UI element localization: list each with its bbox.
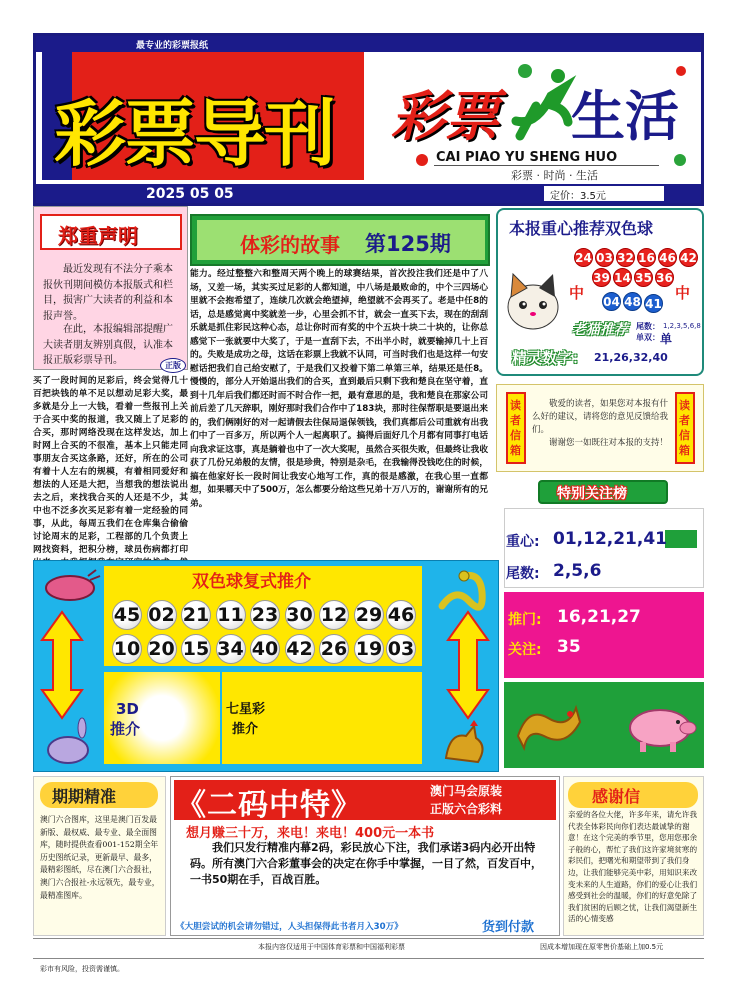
tail-value: 1,2,3,5,6,8 [663,322,701,330]
reader-right-label: 读者信箱 [679,399,690,457]
date: 2025 05 05 [146,186,234,202]
up-down-arrow-left [40,610,84,720]
green-dot-1 [518,64,532,78]
title-text: 彩票导刊 [54,92,335,176]
red-ball: 39 [592,268,611,287]
rooster-icon [436,718,490,768]
brand-part1: 彩票 [391,85,499,148]
ssq-red-ball: 21 [181,600,211,630]
slogan: 最专业的彩票报纸 [136,41,209,51]
story-title: 体彩的故事 [240,233,340,257]
notice-paragraph1: 最近发现有不法分子乘本报伙刊期间模仿本报版式和栏目，损害广大读者的利益和本报声誉。 [43,264,173,322]
brand-rule [434,165,659,166]
red-ball: 35 [634,268,653,287]
story-issue: 第125期 [365,232,451,256]
story-body-right: 能力。经过整整六和整周天两个晚上的球赛结果，首次投注我们还是中了八场，又差一场，其实买过足彩的人都知道，中八场是最败命的，中个三四场心里就不会抱希望了，连续几次就会绝望掉，绝望就不会再买了。老是中任8的话，总是感觉离中奖就差一步，心里会抓不甘，就会一直买下去，现在的刮刮乐就是抓住彩民这种心态，总让你时而有奖的中个五块十块二十块的，让你总感觉下一张就要中大奖了，于是一直刮下去，不出半小时，就要输掉几十上百的。失败是成功之母，这话在彩票上我就不认同，可当时我们也是这样一句安慰话把我们自己给安慰了，于是我们又投着下第二单第三单，结果还是任8。慢慢的，部分人开始退出我们的合买，直到最后只剩下我和楚良在坚守着，直到十几年后我们都还时而不时合作一把，最有意思的是，我和楚良在那家公司前后差了几天辞职，刚好那时我们合作中了183块，那时往保帮职是要退出来的，我们俩刚好的对一起请假去往保局退保领钱，我们真都后公司重就有出我们中了一百多万，所以两个人一起离职了。搞得后面好几个月都有同事打电话向我求证这事，真是躺着也中了一次大奖呢，虽然合买很失败，但最终让我收获了几份兄弟般的友情，很是珍贵，特别是杂毛，在我输得没钱吃住的时候，搞在他家好长一段时间让我安心地写工作，真的很是感激，在我心里一直都想，如果哪天中了500万，怎么都要分给这些兄弟十万八万的，谢谢所有的兄弟。 [190,269,488,509]
ssq-red-ball: 45 [112,600,142,630]
special-title: 特别关注榜 [557,486,627,502]
red-ball: 14 [613,268,632,287]
special-row3-value: 16,21,27 [557,607,641,627]
threeD-label-a: 3D [116,700,139,718]
zhong-left: 中 [569,284,585,302]
rabbit-icon [42,718,98,768]
red-ball: 46 [658,248,677,267]
ssq-blue-ball: 46 [386,600,416,630]
elf-label: 精灵数字： [512,349,588,367]
red-ball: 36 [655,268,674,287]
footer-text2: 因成本增加现在原零售价基础上加0.5元 [540,943,664,951]
qlc-label-a: 七星彩 [226,702,266,717]
ssq-red-ball: 10 [112,634,142,664]
special-row1-value: 01,12,21,41 [553,529,668,549]
tail-label: 尾数： [636,322,660,331]
cat-icon [503,262,563,332]
ssq-red-ball: 11 [216,600,246,630]
special-row1-label: 重心: [506,534,540,550]
reader-line1: 敬爱的读者，如果您对本报有什么好的建议，请将您的意见反馈给我们。 [532,399,669,435]
special-row2-label: 尾数: [506,566,540,582]
footer-text1: 本报内容仅适用于中国体育彩票和中国福利彩票 [258,943,405,951]
dragon-icon [510,696,584,758]
ssq-red-ball: 23 [250,600,280,630]
red-ball: 03 [595,248,614,267]
single-label: 单双： [636,333,660,342]
reader-line2: 谢谢您一如既往对本报的支持！ [549,438,669,448]
notice-title: 郑重声明 [58,224,138,248]
ssq-title: 双色球复式推介 [192,572,311,592]
zhong-right: 中 [675,284,691,302]
reader-left-label: 读者信箱 [510,399,521,457]
special-row4-label: 关注: [508,642,542,658]
ox-icon [38,566,102,606]
ssq-red-ball: 20 [147,634,177,664]
blue-ball: 04 [602,292,621,311]
special-green-tab [665,530,697,548]
cat-label: 老猫推荐 [572,322,628,338]
special-row2-value: 2,5,6 [553,561,602,581]
price: 定价：3.5元 [550,191,606,202]
footer-rule2 [33,958,704,959]
elf-value: 21,26,32,40 [594,351,668,364]
up-down-arrow-right [446,610,490,720]
story-body-left: 买了一段时间的足彩后，终会觉得几十百把块钱的单不足以想动足彩大奖，最多就是分上一大钱，看着一些报刊上关于合买中奖的报道，我又随上了足彩的合买，那时网络没现在这样发达，加上时网上合买的不很准，基本上只能走同事朋友合买这条路，还好，所在的公司有着十人左右的规模，有着相同爱好和想法的人还是大把，当想我的想法说出去之后，来找我合买的人还是不少，其中也不泛多次买足彩有着一定经验的同事，从此，每周五我们在仓库集合偷偷讨论周末的足彩，工程部的几个负责上网找资料，把积分榜，球员伤病都打印 [33,376,188,555]
banner-quote: 《大胆尝试的机会请勿错过，人头担保得此书者月入30万》 [176,922,403,932]
bottom-right-body: 亲爱的各位大佬，许多年来，请允许我代表全体彩民向你们表达最诚挚的谢意！在这个完美的季节里，您用您那余子般的心，帮忙了我们这许家境贫寒的彩民们，把曙光和期望带到了我们身边，让我们能够完美中彩，用知识来改变未来的人生道路，你们的爱心让我们感受到社会的温暖，你们的好意免除了我们贫困的后顾之忧，让我们渴望新生活的心情变感 [568,810,698,924]
brand-part2: 生活 [571,85,679,148]
red-ball: 24 [574,248,593,267]
ssq-red-ball: 12 [319,600,349,630]
red-ball: 42 [679,248,698,267]
ssq-blue-ball: 03 [386,634,416,664]
recommend-title: 本报重心推荐双色球 [509,219,654,238]
snake-icon [436,566,490,616]
ssq-red-ball: 15 [181,634,211,664]
ssq-red-ball: 34 [216,634,246,664]
ssq-red-ball: 42 [285,634,315,664]
notice-paragraph2: 在此，本报编辑部提醒广大读者朋友辨别真假，认准本报正版彩票导刊。 [43,324,173,366]
threeD-label-b: 推介 [110,720,141,738]
runner-icon [506,66,576,146]
banner-pay: 货到付款 [482,920,535,935]
brand-tagline: 彩票 · 时尚 · 生活 [511,169,598,182]
special-panel-2 [504,592,704,678]
red-ball: 16 [637,248,656,267]
banner-slogan: 想月赚三十万，来电！来电！400元一本书 [186,826,435,841]
banner-side2: 正版六合彩料 [430,802,503,816]
single-value: 单 [660,332,673,346]
special-row4-value: 35 [557,637,581,657]
ssq-red-ball: 30 [285,600,315,630]
ssq-red-ball: 02 [147,600,177,630]
special-row3-label: 推门: [508,612,542,628]
qlc-label-b: 推介 [232,722,259,737]
bottom-left-title: 期期精准 [52,787,117,806]
footer-risk: 彩市有风险，投资需谨慎。 [40,965,124,973]
notice-stamp: 正版 [160,358,186,373]
ssq-blue-ball: 29 [354,600,384,630]
red-dot-1 [676,66,686,76]
ssq-blue-ball: 19 [354,634,384,664]
footer-rule [33,938,704,939]
banner-title: 《二码中特》 [176,788,362,823]
red-dot-2 [416,154,428,166]
blue-ball: 41 [644,294,663,313]
bottom-right-title: 感谢信 [592,787,641,806]
pig-icon [618,698,698,760]
banner-side1: 澳门马会原装 [430,784,503,798]
red-ball: 32 [616,248,635,267]
green-dot-2 [674,154,686,166]
bottom-left-body: 澳门六合图库，这里是澳门百发最新版、最权威、最专业、最全面图库，随时提供查看001-152期全年历史图纸记录，更新最早、最多，最精彩图纸，尽在澳门六合报社，澳门六合报社-永远领先，最专业，最精准图库。 [40,815,160,900]
blue-ball: 48 [623,292,642,311]
ssq-red-ball: 40 [250,634,280,664]
brand-pinyin: CAI PIAO YU SHENG HUO [436,150,618,165]
masthead [33,33,704,206]
banner-body: 我们只发行精准内幕2码，彩民放心下注，我们承诺3码内必开出特码。所有澳门六合彩董事会的决定在你手中掌握，一目了然，百发百中，一书50期在手，百战百胜。 [190,841,542,886]
ssq-red-ball: 26 [319,634,349,664]
